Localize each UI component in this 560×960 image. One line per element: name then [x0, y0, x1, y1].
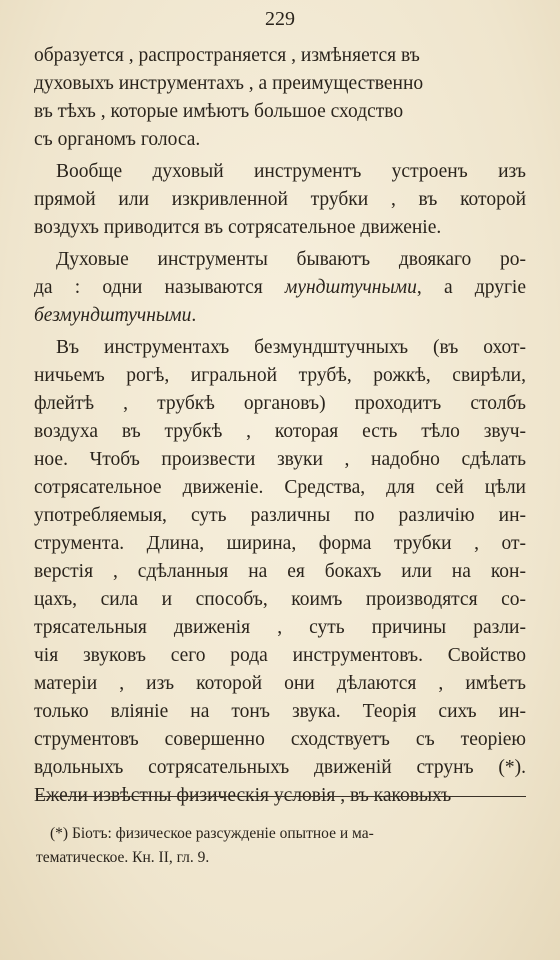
text-line: воздуха въ трубкѣ , которая есть тѣло звуч-: [34, 421, 526, 442]
text-line: сотрясательное движенiе. Средства, для сей цѣли: [34, 477, 526, 498]
text-line: ное. Чтобъ произвести звуки , надобно сдѣлать: [34, 449, 526, 470]
text-line: чiя звуковъ сего рода инструментовъ. Свойство: [34, 645, 526, 666]
page-number: 229: [265, 8, 295, 30]
text-line: съ органомъ голоса.: [34, 129, 201, 150]
text-line: вдольныхъ сотрясательныхъ движенiй струнъ (*).: [34, 757, 526, 778]
paragraph-1: [34, 42, 526, 154]
text-line: цахъ, сила и способъ, коимъ производятся со-: [34, 589, 526, 610]
text-line: воздухъ приводится въ сотрясательное движенiе.: [34, 217, 442, 238]
text-line: струментовъ совершенно сходствуетъ съ теорiею: [34, 729, 526, 750]
text-line: да : одни называются мундштучными, а другiе: [34, 277, 527, 298]
paragraph-3: [34, 246, 526, 330]
text-line: употребляемыя, суть различны по различiю ин-: [34, 505, 526, 526]
text-line: трясательныя движенiя , суть причины разли-: [34, 617, 526, 638]
text-line: духовыхъ инструментахъ , а преимущественно: [34, 73, 424, 94]
text-line: прямой или изкривленной трубки , въ которой: [34, 189, 526, 210]
italic-term: мундштучными: [284, 277, 417, 298]
text-line: Вообще духовый инструментъ устроенъ изъ: [56, 161, 526, 182]
text-line: Въ инструментахъ безмундштучныхъ (въ охот-: [56, 337, 526, 358]
paragraph-2: [34, 158, 526, 242]
text-line: Духовые инструменты бываютъ двоякаго ро-: [56, 249, 526, 270]
text-line: матерiи , изъ которой они дѣлаются , имѣетъ: [34, 673, 526, 694]
text-line: верстiя , сдѣланныя на ея бокахъ или на кон-: [34, 561, 526, 582]
text-line: образуется , распространяется , измѣняется въ: [34, 45, 420, 66]
body-text: [34, 42, 526, 810]
text-line: въ тѣхъ , которые имѣютъ большое сходство: [34, 101, 404, 122]
text-line: струмента. Длина, ширина, форма трубки , от-: [34, 533, 526, 554]
text-line: только влiянiе на тонъ звука. Теорiя сихъ ин-: [34, 701, 526, 722]
italic-term: безмундштучными: [34, 305, 192, 326]
footnote-divider: [36, 796, 526, 797]
footnote-line: тематическое. Кн. II, гл. 9.: [36, 849, 210, 866]
text-line: ничьемъ рогѣ, игральной трубѣ, рожкѣ, свирѣли,: [34, 365, 526, 386]
text-line: безмундштучными.: [34, 305, 197, 326]
paragraph-4: [34, 334, 526, 810]
text-line: Ежели извѣстны физическiя условiя , въ каковыхъ: [34, 785, 452, 806]
footnote: [36, 822, 526, 870]
footnote-line: (*) Бiотъ: физическое разсужденiе опытное и ма-: [50, 825, 374, 842]
text-line: флейтѣ , трубкѣ органовъ) проходитъ столбъ: [34, 393, 526, 414]
